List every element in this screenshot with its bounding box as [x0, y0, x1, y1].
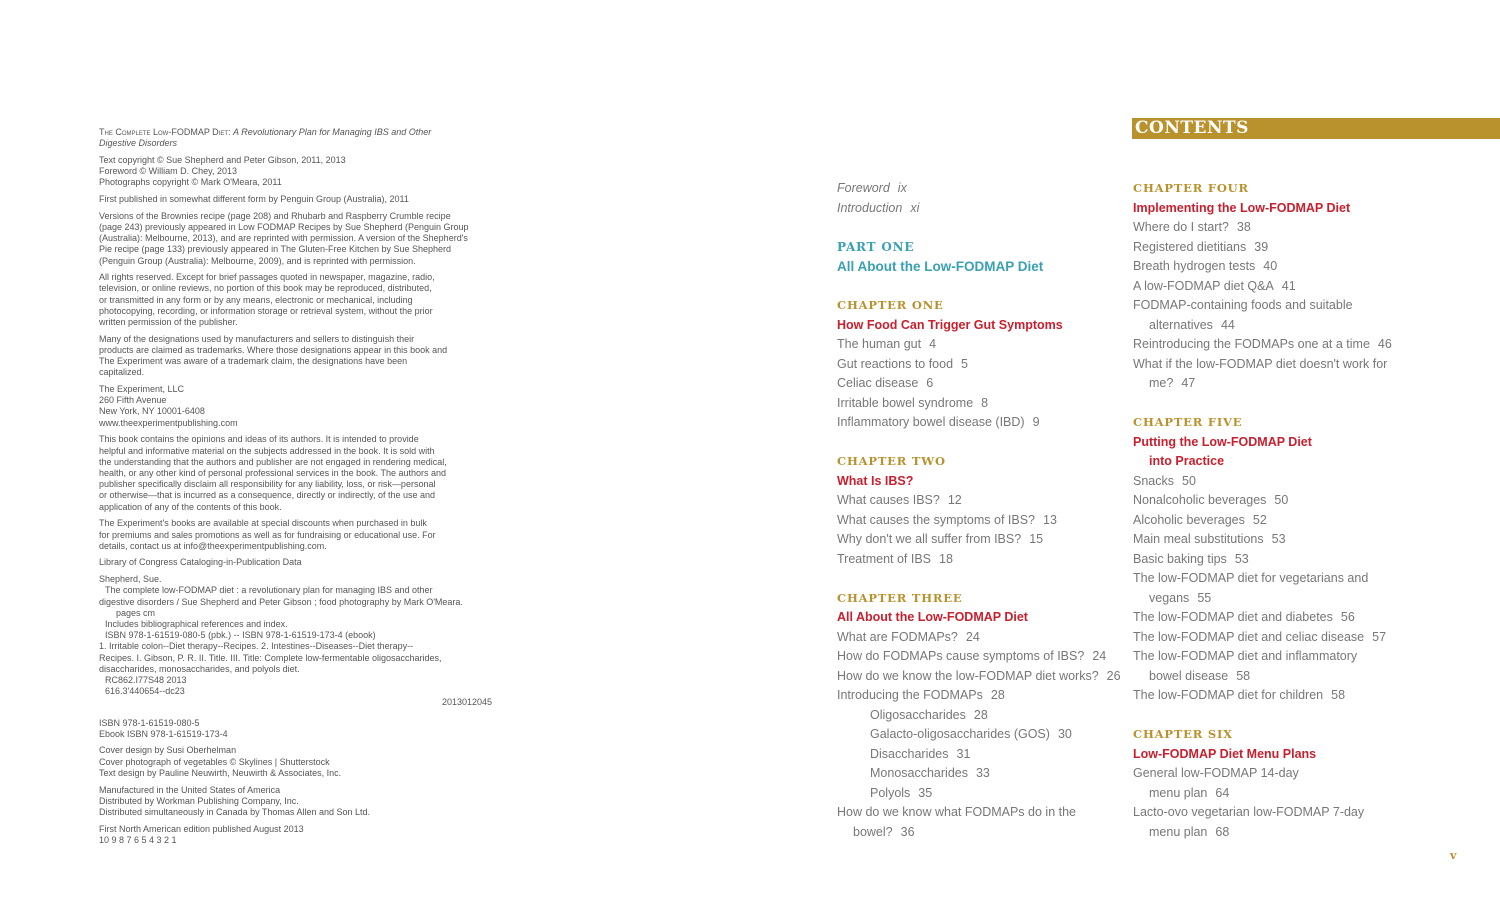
- toc-entry-title: How do FODMAPs cause symptoms of IBS?: [837, 649, 1085, 663]
- printing-line: 10 9 8 7 6 5 4 3 2 1: [99, 834, 177, 845]
- discount-line: details, contact us at info@theexperimentpublishing.com.: [99, 540, 327, 551]
- toc-entry-continued[interactable]: [1133, 823, 1433, 843]
- toc-page-number: 47: [1181, 376, 1196, 390]
- toc-entry-continued[interactable]: [1133, 667, 1433, 687]
- chapter-one-label: CHAPTER ONE: [837, 298, 944, 312]
- cip-line: Recipes. I. Gibson, P. R. II. Title. III. Title: Complete low-fermentable oligosaccharides,: [99, 652, 442, 663]
- disclaimer-line: or otherwise—that is incurred as a consequence, directly or indirectly, of the use and: [99, 490, 436, 501]
- publisher-address: [99, 384, 494, 429]
- toc-entry[interactable]: [1133, 355, 1433, 375]
- toc-entry-title: Irritable bowel syndrome: [837, 395, 974, 410]
- toc-entry-title: Introduction: [837, 200, 903, 215]
- toc-subentry[interactable]: [837, 725, 1127, 745]
- toc-entry-title: What causes the symptoms of IBS?: [837, 512, 1035, 527]
- toc-page-number: 15: [1029, 532, 1044, 546]
- toc-page-number: 13: [1043, 512, 1057, 527]
- toc-entry[interactable]: [837, 355, 1127, 375]
- trademark-note: [99, 334, 494, 379]
- cip-line: 616.3'440654--dc23: [105, 686, 185, 697]
- publisher-line: The Experiment, LLC: [99, 384, 185, 395]
- chapter-four-title[interactable]: Implementing the Low-FODMAP Diet: [1133, 200, 1351, 215]
- toc-entry-continued[interactable]: [837, 823, 1127, 843]
- toc-entry-title: FODMAP-containing foods and suitable: [1133, 298, 1353, 312]
- cip-line: pages cm: [116, 607, 156, 618]
- credit-line: Cover design by Susi Oberhelman: [99, 745, 237, 756]
- cip-line: RC862.I77S48 2013: [105, 674, 187, 685]
- toc-page-number: 58: [1331, 688, 1346, 702]
- toc-page-number: 12: [947, 493, 962, 507]
- toc-entry-title: Basic baking tips: [1133, 551, 1227, 566]
- toc-entry-title: Polyols: [870, 785, 911, 800]
- toc-page-number: 40: [1263, 259, 1278, 273]
- toc-entry-title: bowel?: [853, 824, 893, 839]
- toc-entry-title: Nonalcoholic beverages: [1133, 493, 1267, 507]
- chapter-three-label: CHAPTER THREE: [837, 590, 963, 605]
- toc-entry[interactable]: [837, 335, 1127, 355]
- toc-entry-title: What are FODMAPs?: [837, 629, 958, 644]
- toc-entry-title: What if the low-FODMAP diet doesn't work for: [1133, 356, 1388, 371]
- credit-line: Cover photograph of vegetables © Skylines | Shutterstock: [99, 756, 330, 767]
- book-title-block: [99, 127, 494, 149]
- versions-line: Pie recipe (page 133) previously appeared in The Gluten-Free Kitchen by Sue Shepherd: [99, 244, 452, 255]
- toc-page-number: 50: [1274, 493, 1289, 507]
- toc-entry[interactable]: [1133, 647, 1433, 667]
- credit-line: Text design by Pauline Neuwirth, Neuwirth & Associates, Inc.: [99, 767, 342, 778]
- toc-entry-title: A low-FODMAP diet Q&A: [1133, 278, 1274, 293]
- foreword-copyright: Foreword © William D. Chey, 2013: [99, 166, 238, 177]
- loc-header: Library of Congress Cataloging-in-Publication Data: [99, 557, 302, 568]
- toc-page-number: 38: [1236, 220, 1251, 234]
- cip-line: disaccharides, monosaccharides, and polyols diet.: [99, 663, 300, 674]
- toc-page-number: 44: [1220, 317, 1235, 332]
- toc-page-number: 26: [1106, 668, 1121, 683]
- toc-entry[interactable]: [1133, 608, 1433, 628]
- toc-page-number: 28: [990, 688, 1005, 702]
- cip-line: ISBN 978-1-61519-080-5 (pbk.) -- ISBN 978-1-61519-173-4 (ebook): [105, 630, 376, 641]
- toc-entry-title: Gut reactions to food: [837, 356, 954, 371]
- toc-entry-continued[interactable]: [1133, 316, 1433, 336]
- manufacture-line: Manufactured in the United States of America: [99, 784, 281, 795]
- chapter-five-title-continued[interactable]: into Practice: [1149, 454, 1225, 468]
- photo-copyright: Photographs copyright © Mark O'Meara, 2011: [99, 177, 282, 188]
- toc-entry[interactable]: [837, 511, 1127, 531]
- disclaimer-line: health, or any other kind of personal professional services in the book. The authors and: [99, 467, 447, 478]
- toc-entry-title: Why don't we all suffer from IBS?: [837, 532, 1022, 546]
- first-published: First published in somewhat different form by Penguin Group (Australia), 2011: [99, 194, 409, 205]
- toc-entry-title: Main meal substitutions: [1133, 532, 1264, 546]
- toc-entry[interactable]: [837, 667, 1127, 687]
- toc-entry[interactable]: [1133, 803, 1433, 823]
- toc-entry-title: How do we know what FODMAPs do in the: [837, 805, 1076, 819]
- toc-page-number: 55: [1197, 590, 1212, 605]
- cip-line: digestive disorders / Sue Shepherd and Peter Gibson ; food photography by Mark O'Meara.: [99, 596, 463, 607]
- publisher-line: New York, NY 10001-6408: [99, 406, 205, 417]
- toc-page-number: 28: [973, 707, 988, 722]
- toc-entry[interactable]: [837, 413, 1127, 433]
- toc-entry[interactable]: [1133, 550, 1433, 570]
- toc-page-number: 53: [1234, 551, 1249, 566]
- manufacture-line: Distributed simultaneously in Canada by Thomas Allen and Son Ltd.: [99, 806, 370, 817]
- rights-line: All rights reserved. Except for brief passages quoted in newspaper, magazine, radio,: [99, 272, 435, 283]
- toc-entry-title: Snacks: [1133, 473, 1174, 488]
- chapter-six-label: CHAPTER SIX: [1133, 727, 1233, 741]
- toc-entry-title: The low-FODMAP diet and celiac disease: [1133, 629, 1365, 644]
- cip-line: 1. Irritable colon--Diet therapy--Recipes. 2. Intestines--Diseases--Diet therapy--: [99, 641, 414, 652]
- toc-subentry[interactable]: [837, 745, 1127, 765]
- toc-page-number: 68: [1215, 824, 1230, 839]
- cip-line: Shepherd, Sue.: [99, 574, 162, 585]
- disclaimer-line: the understanding that the authors and publisher are not engaged in rendering medical,: [99, 456, 447, 467]
- lccn-number: 2013012045: [441, 697, 492, 708]
- toc-page-number: 41: [1281, 278, 1296, 293]
- toc-entry-title: Oligosaccharides: [870, 707, 966, 722]
- versions-note: [99, 211, 494, 267]
- toc-entry[interactable]: [1133, 530, 1433, 550]
- chapter-two-title[interactable]: What Is IBS?: [837, 473, 914, 488]
- toc-page-number: 46: [1377, 337, 1392, 351]
- rights-line: photocopying, recording, or information storage or retrieval system, without the prior: [99, 305, 433, 316]
- toc-entry-title: Introducing the FODMAPs: [837, 688, 983, 702]
- toc-page-number: 6: [926, 376, 934, 390]
- toc-subentry[interactable]: [837, 764, 1127, 784]
- rights-line: written permission of the publisher.: [99, 317, 238, 328]
- toc-entry[interactable]: [1133, 569, 1433, 589]
- publisher-line: 260 Fifth Avenue: [99, 395, 167, 406]
- toc-entry-title: Inflammatory bowel disease (IBD): [837, 415, 1025, 429]
- edition-block: [99, 824, 494, 846]
- disclaimer-note: [99, 434, 494, 512]
- toc-entry-title: Monosaccharides: [870, 766, 968, 780]
- toc-page-number: 24: [1092, 649, 1107, 663]
- toc-entry[interactable]: [1133, 491, 1433, 511]
- toc-entry-title: The human gut: [837, 337, 922, 351]
- toc-entry-title: The low-FODMAP diet for children: [1133, 688, 1324, 702]
- toc-entry[interactable]: [1133, 628, 1433, 648]
- toc-entry-title: menu plan: [1149, 785, 1208, 800]
- toc-entry[interactable]: [1133, 472, 1433, 492]
- manufacture-block: [99, 785, 494, 819]
- trademark-line: Many of the designations used by manufacturers and sellers to distinguish their: [99, 333, 415, 344]
- toc-entry-title: Foreword: [837, 181, 890, 195]
- book-title: The Complete Low-FODMAP Diet:: [99, 127, 231, 137]
- toc-entry[interactable]: [1133, 238, 1433, 258]
- rights-line: television, or online reviews, no portion of this book may be reproduced, distributed,: [99, 283, 432, 294]
- toc-entry-introduction[interactable]: [837, 199, 1127, 219]
- toc-entry-title: vegans: [1149, 590, 1190, 605]
- toc-entry-title: me?: [1149, 376, 1174, 390]
- versions-line: (Penguin Group (Australia): Melbourne, 2009), and is reprinted with permission.: [99, 255, 416, 266]
- toc-page-number: 52: [1252, 512, 1267, 527]
- page-number: v: [1450, 849, 1457, 862]
- toc-page-number: 33: [975, 766, 990, 780]
- toc-entry[interactable]: [1133, 218, 1433, 238]
- publisher-website: www.theexperimentpublishing.com: [99, 417, 238, 428]
- toc-entry-title: What causes IBS?: [837, 493, 940, 507]
- cip-line: Includes bibliographical references and index.: [105, 618, 288, 629]
- versions-line: (page 243) previously appeared in Low FODMAP Recipes by Sue Shepherd (Penguin Group: [99, 221, 469, 232]
- toc-entry-title: General low-FODMAP 14-day: [1133, 766, 1299, 780]
- toc-entry[interactable]: [837, 374, 1127, 394]
- chapter-one-title[interactable]: How Food Can Trigger Gut Symptoms: [837, 317, 1063, 332]
- trademark-line: products are claimed as trademarks. Where those designations appear in this book and: [99, 344, 448, 355]
- contents-banner: [1132, 118, 1500, 139]
- toc-page-number: 8: [981, 395, 989, 410]
- toc-entry[interactable]: [1133, 335, 1433, 355]
- toc-entry-title: Registered dietitians: [1133, 239, 1247, 254]
- toc-page-number: 5: [961, 356, 968, 371]
- chapter-four-label: CHAPTER FOUR: [1133, 181, 1249, 195]
- toc-entry-title: Reintroducing the FODMAPs one at a time: [1133, 337, 1370, 351]
- toc-column-right: [1133, 179, 1433, 842]
- book-subtitle: A Revolutionary Plan for Managing IBS and Other: [233, 127, 432, 137]
- toc-entry[interactable]: [1133, 764, 1433, 784]
- toc-entry[interactable]: [837, 628, 1127, 648]
- toc-page-number: 9: [1032, 415, 1040, 429]
- toc-entry-title: Breath hydrogen tests: [1133, 259, 1256, 273]
- toc-page-number: 64: [1215, 785, 1230, 800]
- chapter-five-label: CHAPTER FIVE: [1133, 415, 1243, 429]
- toc-entry-continued[interactable]: [1133, 374, 1433, 394]
- toc-subentry[interactable]: [837, 784, 1127, 804]
- toc-entry-foreword[interactable]: [837, 179, 1127, 199]
- toc-page-number: 31: [956, 746, 971, 761]
- chapter-six-title[interactable]: Low-FODMAP Diet Menu Plans: [1133, 746, 1317, 761]
- chapter-five-title[interactable]: Putting the Low-FODMAP Diet: [1133, 434, 1312, 449]
- disclaimer-line: publisher specifically disclaim all responsibility for any liability, loss, or risk—personal: [99, 479, 436, 490]
- toc-page-number: xi: [910, 200, 920, 215]
- toc-entry-title: Alcoholic beverages: [1133, 512, 1245, 527]
- part-one-title[interactable]: All About the Low-FODMAP Diet: [837, 259, 1044, 274]
- rights-line: or transmitted in any form or by any means, electronic or mechanical, including: [99, 294, 413, 305]
- copyright-notices: [99, 155, 494, 189]
- toc-page-number: 56: [1340, 610, 1355, 624]
- toc-column-left: [837, 179, 1127, 842]
- edition-line: First North American edition published August 2013: [99, 823, 304, 834]
- toc-entry-title: Where do I start?: [1133, 220, 1229, 234]
- versions-line: (Australia): Melbourne, 2013), and are reprinted with permission. A version of the Shepherd's: [99, 233, 468, 244]
- chapter-three-title[interactable]: All About the Low-FODMAP Diet: [837, 610, 1028, 624]
- toc-entry[interactable]: [837, 647, 1127, 667]
- toc-page-number: 53: [1271, 532, 1286, 546]
- cip-data: [99, 574, 494, 708]
- toc-entry-title: The low-FODMAP diet for vegetarians and: [1133, 571, 1369, 585]
- chapter-two-label: CHAPTER TWO: [837, 454, 946, 468]
- toc-entry-title: Disaccharides: [870, 746, 949, 761]
- toc-page-number: 50: [1182, 473, 1196, 488]
- toc-entry-title: Lacto-ovo vegetarian low-FODMAP 7-day: [1133, 805, 1365, 819]
- toc-entry[interactable]: [837, 686, 1127, 706]
- part-one-label: PART ONE: [837, 239, 915, 254]
- toc-entry[interactable]: [1133, 277, 1433, 297]
- toc-entry[interactable]: [837, 803, 1127, 823]
- isbn-block: [99, 718, 494, 740]
- toc-entry-continued[interactable]: [1133, 784, 1433, 804]
- toc-entry[interactable]: [837, 394, 1127, 414]
- discount-line: for premiums and sales promotions as well as for fundraising or educational use. For: [99, 529, 436, 540]
- disclaimer-line: helpful and informative material on the subjects addressed in the book. It is sold with: [99, 445, 435, 456]
- discount-line: The Experiment's books are available at special discounts when purchased in bulk: [99, 518, 427, 529]
- book-subtitle-cont: Digestive Disorders: [99, 138, 178, 149]
- text-copyright: Text copyright © Sue Shepherd and Peter Gibson, 2011, 2013: [99, 154, 346, 165]
- toc-entry-title: Celiac disease: [837, 376, 919, 390]
- toc-entry[interactable]: [837, 550, 1127, 570]
- toc-entry-title: menu plan: [1149, 824, 1208, 839]
- toc-entry[interactable]: [1133, 686, 1433, 706]
- contents-heading: CONTENTS: [1135, 118, 1249, 138]
- toc-page-number: 24: [965, 629, 980, 644]
- toc-page-number: 30: [1057, 727, 1072, 741]
- toc-entry-title: How do we know the low-FODMAP diet works?: [837, 668, 1099, 683]
- toc-page-number: 57: [1372, 629, 1387, 644]
- discounts-note: [99, 518, 494, 552]
- toc-page-number: 39: [1254, 239, 1269, 254]
- toc-entry-title: alternatives: [1149, 317, 1213, 332]
- copyright-text: [99, 127, 494, 852]
- disclaimer-line: application of any of the contents of this book.: [99, 501, 282, 512]
- toc-entry-title: Galacto-oligosaccharides (GOS): [870, 727, 1050, 741]
- toc-page-number: 4: [929, 337, 937, 351]
- toc-entry[interactable]: [1133, 296, 1433, 316]
- toc-entry-continued[interactable]: [1133, 589, 1433, 609]
- toc-entry[interactable]: [1133, 511, 1433, 531]
- toc-page-number: ix: [897, 181, 907, 195]
- toc-page-number: 58: [1236, 668, 1251, 683]
- credits-block: [99, 745, 494, 779]
- toc-entry[interactable]: [1133, 257, 1433, 277]
- versions-line: Versions of the Brownies recipe (page 208) and Rhubarb and Raspberry Crumble recipe: [99, 210, 451, 221]
- disclaimer-line: This book contains the opinions and ideas of its authors. It is intended to provide: [99, 434, 419, 445]
- toc-entry[interactable]: [837, 491, 1127, 511]
- toc-subentry[interactable]: [837, 706, 1127, 726]
- toc-page-number: 35: [918, 785, 933, 800]
- toc-entry-title: The low-FODMAP diet and diabetes: [1133, 610, 1333, 624]
- rights-note: [99, 272, 494, 328]
- toc-page-number: 18: [939, 551, 953, 566]
- cip-line: The complete low-FODMAP diet : a revolutionary plan for managing IBS and other: [105, 585, 433, 596]
- toc-entry-title: Treatment of IBS: [837, 551, 932, 566]
- toc-page-number: 36: [900, 824, 915, 839]
- toc-entry[interactable]: [837, 530, 1127, 550]
- isbn-line: ISBN 978-1-61519-080-5: [99, 717, 200, 728]
- toc-entry-title: bowel disease: [1149, 668, 1229, 683]
- trademark-line: The Experiment was aware of a trademark claim, the designations have been: [99, 356, 408, 367]
- toc-entry-title: The low-FODMAP diet and inflammatory: [1133, 649, 1358, 663]
- trademark-line: capitalized.: [99, 367, 145, 378]
- isbn-line: Ebook ISBN 978-1-61519-173-4: [99, 728, 228, 739]
- manufacture-line: Distributed by Workman Publishing Company, Inc.: [99, 795, 299, 806]
